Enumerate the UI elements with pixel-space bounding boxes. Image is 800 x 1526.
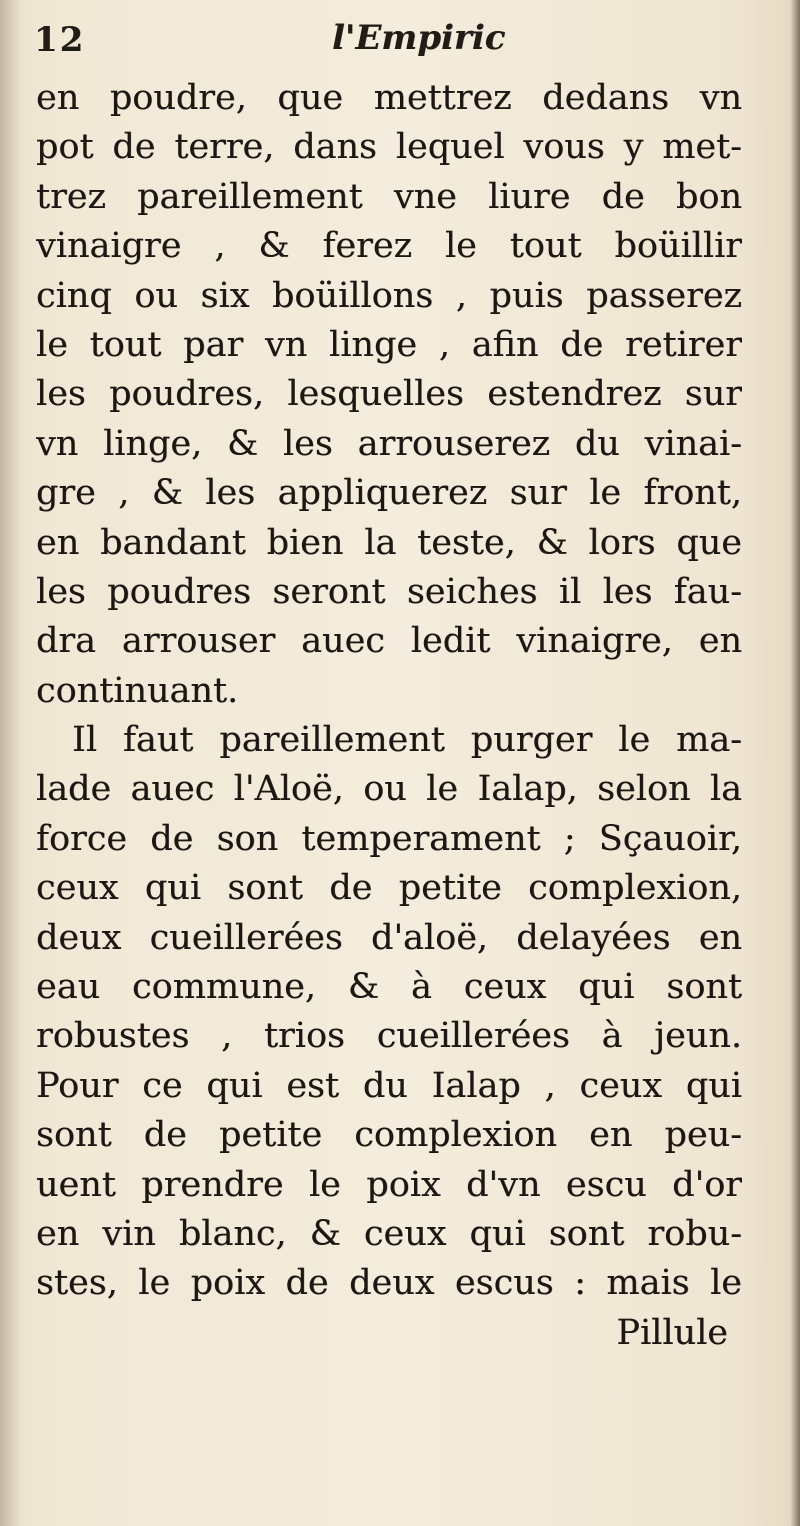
running-head: l'Empiric <box>332 18 506 58</box>
page-number: 12 <box>34 20 86 60</box>
text-line: sont de petite complexion en peu- <box>36 1115 742 1156</box>
text-line: trez pareillement vne liure de bon <box>36 176 742 217</box>
text-line: robustes , trios cueillerées à jeun. <box>36 1016 742 1057</box>
body-text <box>36 74 742 1358</box>
text-line: gre , & les appliquerez sur le front, <box>36 473 742 514</box>
text-line: les poudres seront seiches il les fau- <box>36 571 742 612</box>
text-line: deux cueillerées d'aloë, delayées en <box>36 917 742 958</box>
text-line: vinaigre , & ferez le tout boüillir <box>36 226 742 267</box>
text-line: pot de terre, dans lequel vous y met- <box>36 127 742 168</box>
page-header <box>32 14 760 74</box>
text-line: les poudres, lesquelles estendrez sur <box>36 374 742 415</box>
text-line: vn linge, & les arrouserez du vinai- <box>36 423 742 464</box>
text-line: lade auec l'Aloë, ou le Ialap, selon la <box>36 769 742 810</box>
text-line: Il faut pareillement purger le ma- <box>72 720 742 761</box>
text-line: en poudre, que mettrez dedans vn <box>36 78 742 118</box>
catchword: Pillule <box>616 1312 728 1353</box>
text-line: stes, le poix de deux escus : mais le <box>36 1263 742 1304</box>
text-line: en vin blanc, & ceux qui sont robu- <box>36 1213 742 1254</box>
text-line: uent prendre le poix d'vn escu d'or <box>36 1164 742 1205</box>
text-line: eau commune, & à ceux qui sont <box>36 967 742 1008</box>
text-line: force de son temperament ; Sçauoir, <box>36 818 742 859</box>
text-line: continuant. <box>36 670 239 711</box>
text-line: dra arrouser auec ledit vinaigre, en <box>36 621 742 662</box>
text-line: ceux qui sont de petite complexion, <box>36 868 742 909</box>
text-line: le tout par vn linge , afin de retirer <box>36 324 742 365</box>
text-line: Pour ce qui est du Ialap , ceux qui <box>36 1065 742 1106</box>
text-line: en bandant bien la teste, & lors que <box>36 522 742 563</box>
text-line: cinq ou six boüillons , puis passerez <box>36 275 742 316</box>
